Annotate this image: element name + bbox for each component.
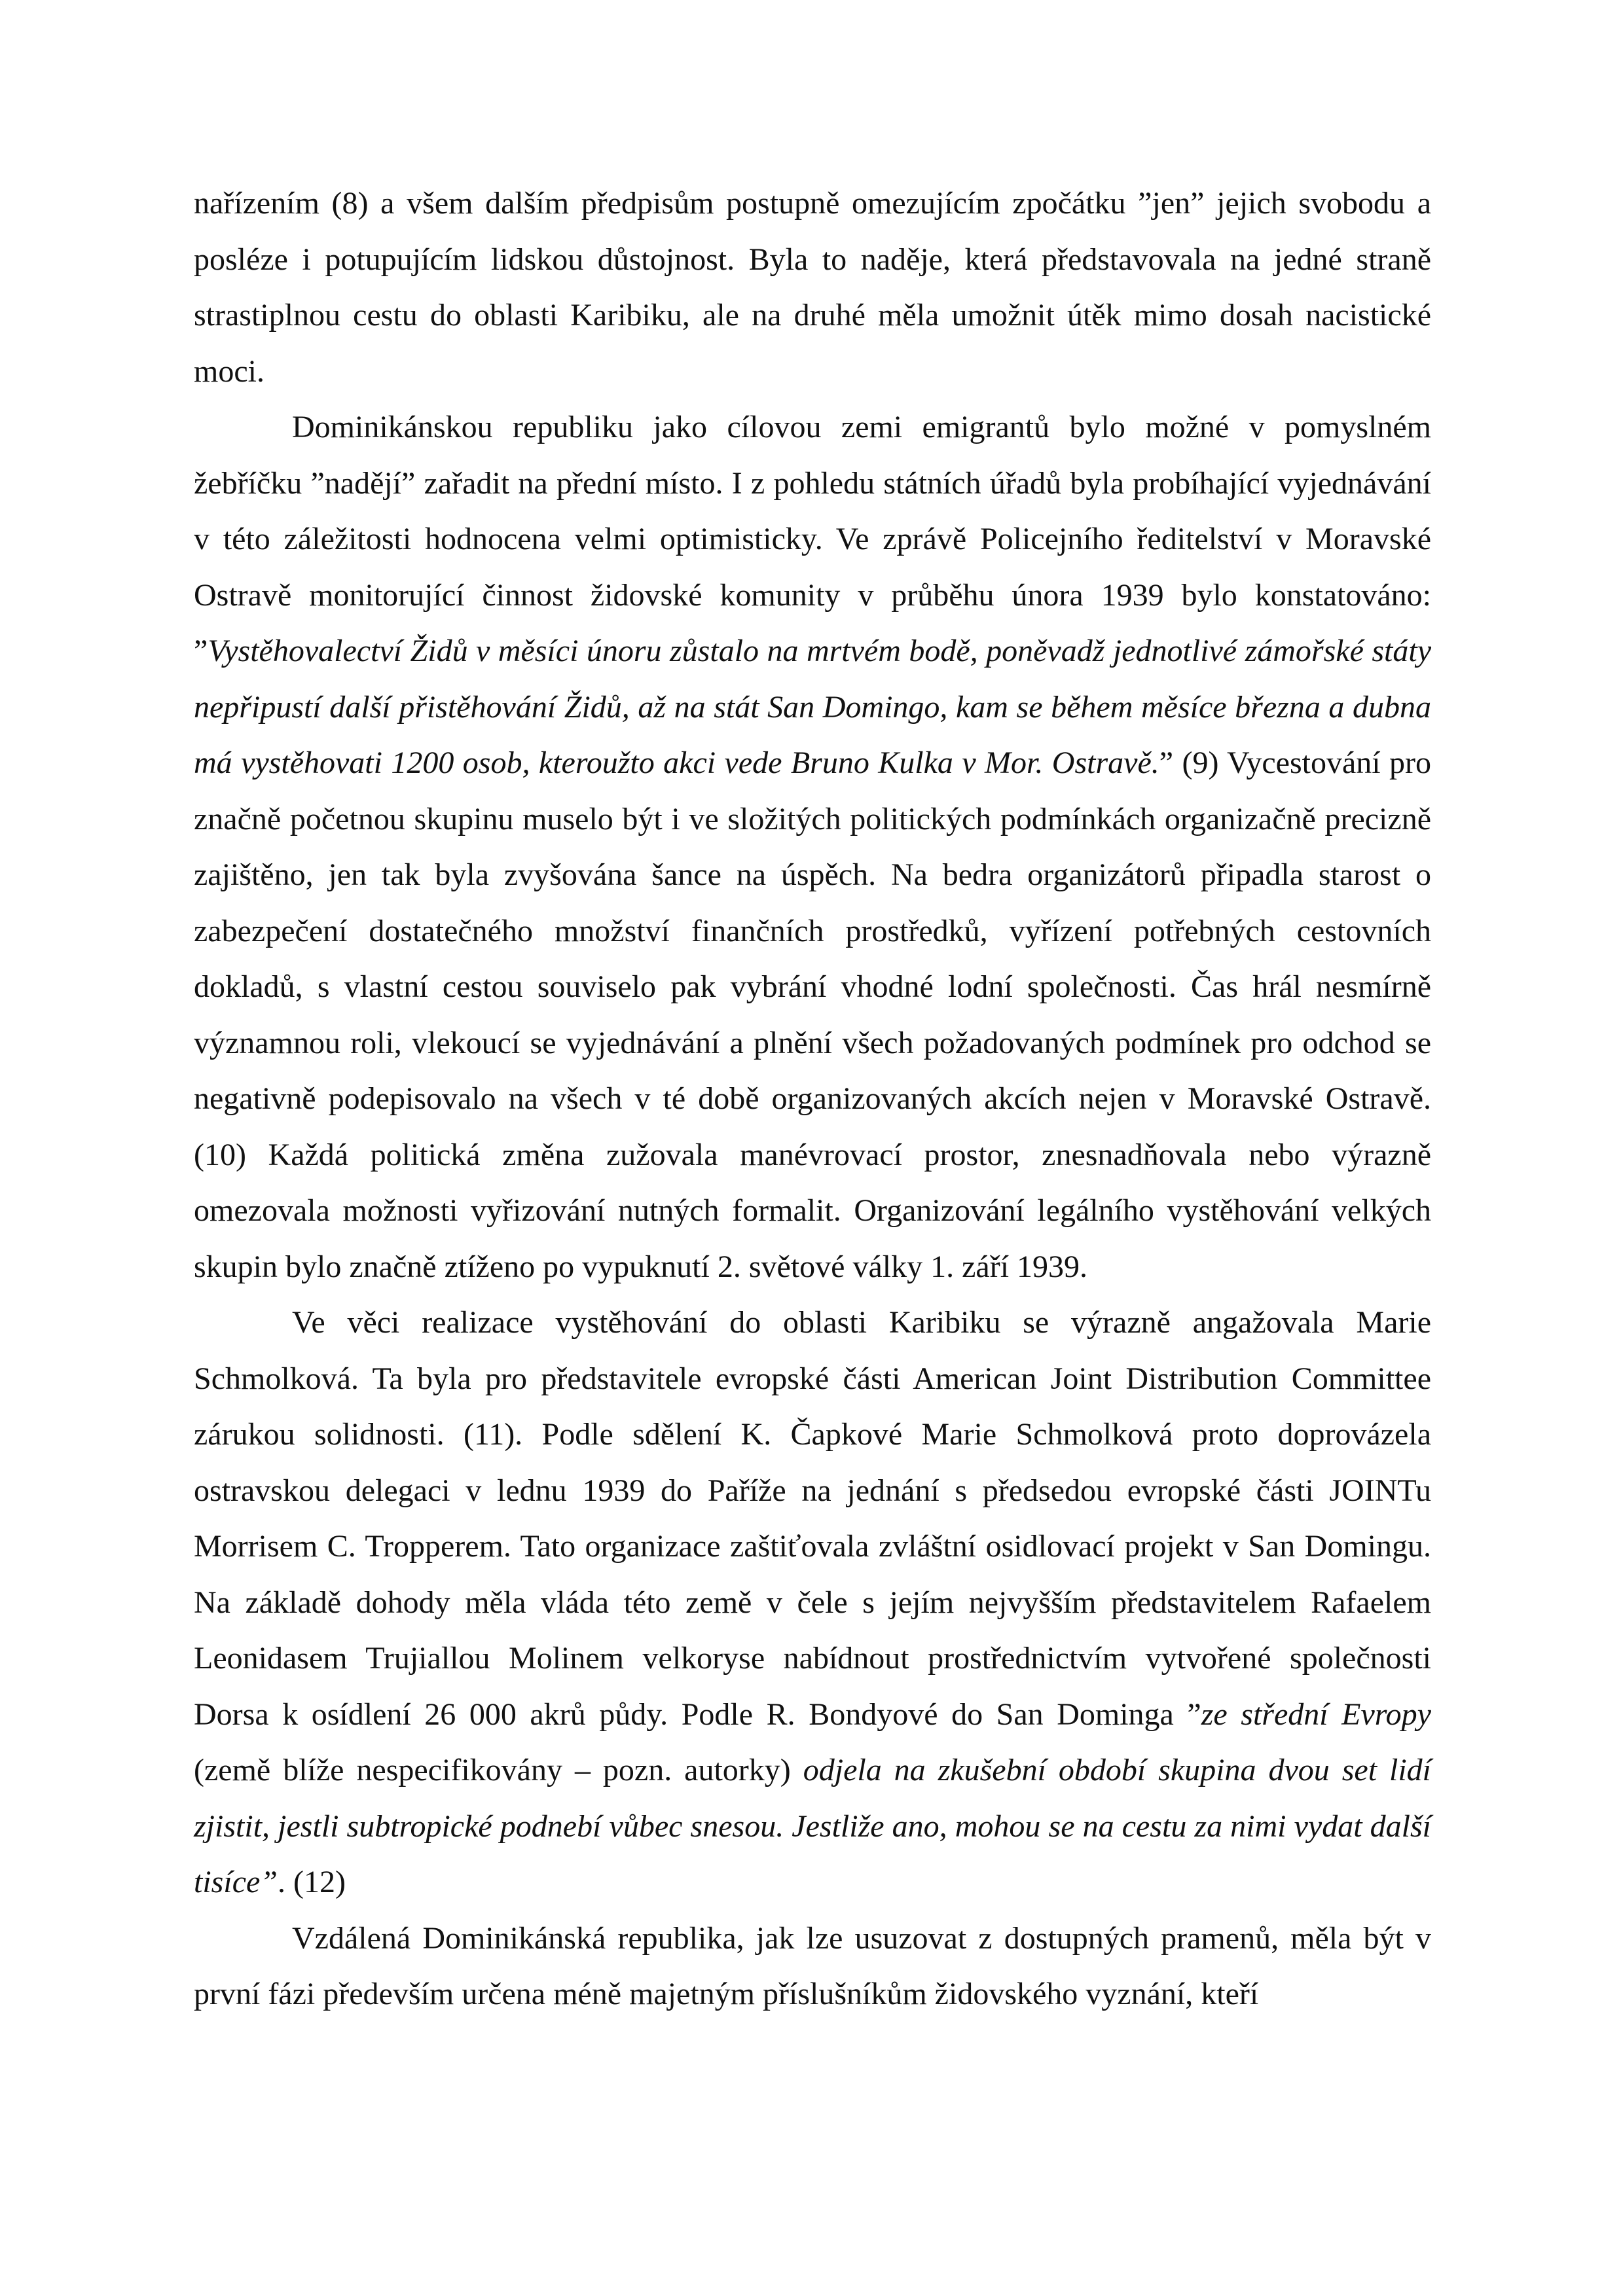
- paragraph-2-text-a: Dominikánskou republiku jako cílovou zemi emigrantů bylo možné v pomyslném žebříčku ”nadějí” zařadit na přední místo. I z pohledu státních úřadů byla probíhající vyjednávání v této záležitosti hodnocena velmi optimisticky. Ve zprávě Policejního ředitelství v Moravské Ostravě monitorující činnost židovské komunity v průběhu února 1939 bylo konstatováno: ”: [194, 410, 1431, 668]
- paragraph-1-text: nařízením (8) a všem dalším předpisům postupně omezujícím zpočátku ”jen” jejich svobodu a posléze i potupujícím lidskou důstojnost. Byla to naděje, která představovala na jedné straně strastiplnou cestu do oblasti Karibiku, ale na druhé měla umožnit útěk mimo dosah nacistické moci.: [194, 186, 1431, 389]
- paragraph-3-quote-a: ze střední Evropy: [1201, 1696, 1431, 1732]
- paragraph-3-text-a: Ve věci realizace vystěhování do oblasti Karibiku se výrazně angažovala Marie Schmolková. Ta byla pro představitele evropské části American Joint Distribution Committee zárukou solidnosti. (11). Podle sdělení K. Čapkové Marie Schmolková proto doprovázela ostravskou delegaci v lednu 1939 do Paříže na jednání s předsedou evropské části JOINTu Morrisem C. Tropperem. Tato organizace zaštiťovala zvláštní osidlovací projekt v San Domingu. Na základě dohody měla vláda této země v čele s jejím nejvyšším představitelem Rafaelem Leonidasem Trujiallou Molinem velkoryse nabídnout prostřednictvím vytvořené společnosti Dorsa k osídlení 26 000 akrů půdy. Podle R. Bondyové do San Dominga ”: [194, 1305, 1431, 1732]
- paragraph-2: [194, 399, 1431, 1295]
- paragraph-2-quote: Vystěhovalectví Židů v měsíci únoru zůstalo na mrtvém bodě, poněvadž jednotlivé zámořské státy nepřipustí další přistěhování Židů, až na stát San Domingo, kam se během měsíce března a dubna má vystěhovati 1200 osob, kteroužto akci vede Bruno Kulka v Mor. Ostravě.: [194, 634, 1431, 780]
- paragraph-4: [194, 1910, 1431, 2022]
- document-page: [194, 175, 1431, 2022]
- paragraph-3-text-c: . (12): [278, 1865, 346, 1899]
- paragraph-3: [194, 1295, 1431, 1910]
- paragraph-4-text: Vzdálená Dominikánská republika, jak lze usuzovat z dostupných pramenů, měla být v první fázi především určena méně majetným příslušníkům židovského vyznání, kteří: [194, 1920, 1431, 2011]
- paragraph-1: [194, 175, 1431, 399]
- paragraph-3-text-b: (země blíže nespecifikovány – pozn. autorky): [194, 1753, 803, 1787]
- paragraph-3-quote-b: odjela na zkušební období skupina dvou set lidí zjistit, jestli subtropické podnebí vůbec snesou. Jestliže ano, mohou se na cestu za nimi vydat další tisíce”: [194, 1753, 1432, 1899]
- paragraph-2-text-b: ” (9) Vycestování pro značně početnou skupinu muselo být i ve složitých politických podmínkách organizačně precizně zajištěno, jen tak byla zvyšována šance na úspěch. Na bedra organizátorů připadla starost o zabezpečení dostatečného množství finančních prostředků, vyřízení potřebných cestovních dokladů, s vlastní cestou souviselo pak vybrání vhodné lodní společnosti. Čas hrál nesmírně významnou roli, vlekoucí se vyjednávání a plnění všech požadovaných podmínek pro odchod se negativně podepisovalo na všech v té době organizovaných akcích nejen v Moravské Ostravě. (10) Každá politická změna zužovala manévrovací prostor, znesnadňovala nebo výrazně omezovala možnosti vyřizování nutných formalit. Organizování legálního vystěhování velkých skupin bylo značně ztíženo po vypuknutí 2. světové války 1. září 1939.: [194, 745, 1431, 1284]
